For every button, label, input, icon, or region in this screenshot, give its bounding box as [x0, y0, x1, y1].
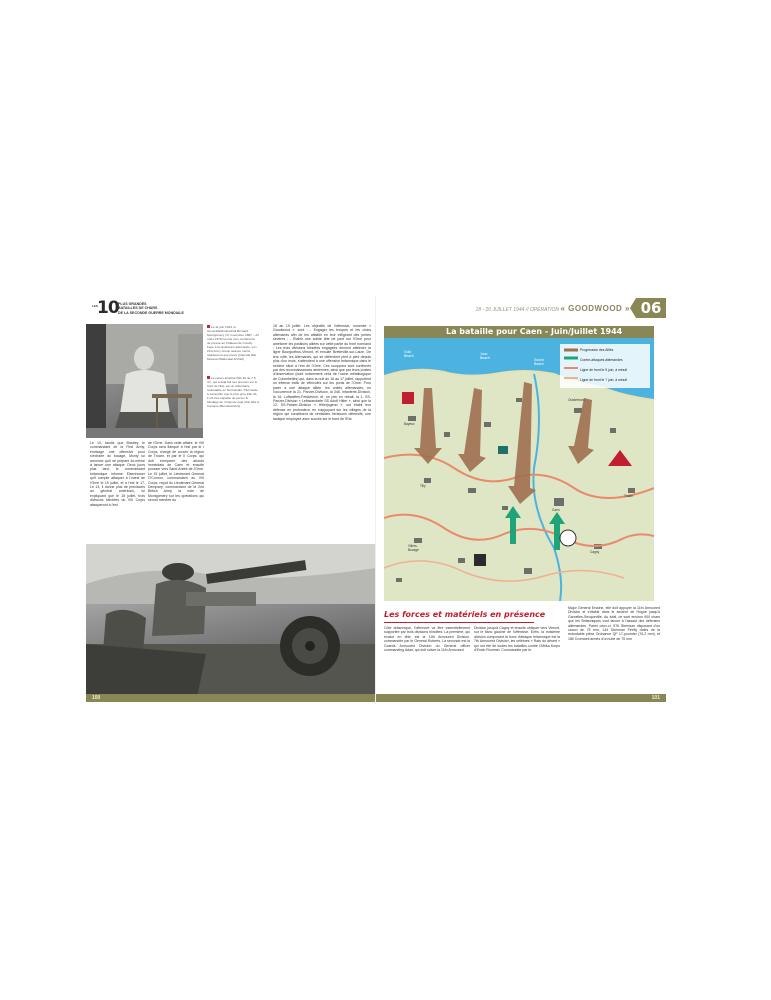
label-caen: Caen — [552, 508, 560, 512]
photo-montgomery-art — [86, 324, 203, 438]
chapter-number: 06 — [636, 298, 666, 318]
label-ouistreham: Ouistreham — [568, 398, 585, 402]
caption-pak40 — [207, 376, 259, 408]
left-text-col1: Le 10, tandis que Bradley, le commandant de la First Army, envisage une offensive pour s'extraire du bocage, Monty lui annonce qu'il se prépare lui-même à lancer une attaque. Deux jours plus tard, le commandant britannique informe Eisenhower qu'il compte attaquer à l'ouest de l'Orne le 15 juillet, et à l'est le 17. Le 13, il donne plus de précisions au général américain, lui expliquant que le 18 juillet, trois divisions blindées du VIII Corps attaqueront à l'est — [90, 441, 145, 507]
battle-map — [384, 338, 654, 601]
map-legend-text — [580, 345, 652, 385]
series-title — [118, 302, 188, 315]
label-villers-bocage: Villers-Bocage — [408, 544, 419, 552]
photo-montgomery — [86, 324, 203, 438]
left-text-col2: de l'Orne. Dans cette affaire, le VIII Corps sera flanqué à l'est par le I Corps, chargé de couvrir la région de Troarn, et par le II Corps, qui doit s'emparer des abords immédiats de Caen et ensuite pousser vers Saint-André-de-l'Orne. Le 15 juillet, le Lieutenant General O'Connor, commandant du VIII Corps, reçoit du Lieutenant General Dempsey, commandant de la 2nd British Army, la note de Montgomery sur les opérations qui seront menées du — [148, 441, 204, 503]
legend-item-front-june7: Ligne de front le 7 juin, à minuit — [580, 378, 628, 382]
unit-marker — [560, 530, 576, 546]
label-gold-beach: Gold Beach — [404, 350, 414, 358]
label-sword-beach: Sword Beach — [534, 358, 544, 366]
legend-item-front-june5: Ligne de front le 5 juin, à minuit — [580, 368, 628, 372]
footer-bar-left — [86, 694, 376, 702]
photo-pak40-gun — [86, 544, 376, 702]
label-bayeux: Bayeux — [404, 422, 415, 426]
label-tilly: Tilly — [420, 484, 426, 488]
right-text-col1: Côté britannique, l'offensive va être essentiellement supportée par trois divisions blindées. La première, qui évolue en tête, est la 11th Armoured Division, commandée par le General Roberts. La seconde est la Guards Armoured Division du General officer commanding Adair, qui doit suivre la 11th Armoured — [384, 626, 470, 653]
section-title: Les forces et matériels en présence — [384, 610, 546, 619]
right-text-col2: Division jusqu'à Cagny et ensuite obliquer vers Vimont, sur le flanc gauche de l'offensive. Enfin, la troisième division composant la force d'attaque britannique est la 7th Armoured Division, les célèbres « Rats du désert » qui ont été de toutes les batailles contre l'Afrika Korps d'Erwin Rommel. Commandée par le — [474, 626, 560, 653]
caption-montgomery-text: Le 11 juin 1944, le Generalfeldmarschall Bernard Montgomery (17 novembre 1887 – 24 mars 1976) tourné vers conférence de presse au Château de Creully. Face à la résistance allemande, son 21st Army Group avance moins rapidement que prévu (Imperial War Museum/Nationaal Archief) — [207, 325, 259, 361]
series-title-line3: DE LA SECONDE GUERRE MONDIALE — [118, 310, 184, 315]
unit-marker — [498, 446, 508, 454]
section-rule — [384, 622, 534, 623]
label-cagny: Cagny — [590, 550, 600, 554]
running-head-dates: 18 - 20 JUILLET 1944 — [475, 307, 525, 313]
magazine-spread — [86, 296, 666, 704]
running-head — [475, 304, 630, 313]
right-page — [376, 296, 666, 704]
unit-marker — [474, 554, 486, 566]
legend-item-allied: Progression des Alliés — [580, 348, 614, 352]
running-head-operation: « GOODWOOD » — [560, 304, 630, 313]
caption-marker — [207, 325, 210, 328]
page-number-left: 100 — [92, 695, 101, 701]
footer-bar-right — [376, 694, 666, 702]
right-text-col3: Major General Erskine, elle doit appuyer la 11th Armoured Division et s'établir dans le secteur de Hogue jusqu'à Garcelles-Secqueville. Au total, ce sont environ 900 chars que les Britanniques vont lancer à l'assaut des défenses allemandes. Parmi ceux-ci, 576 Sherman disposant d'un canon de 75 mm, 144 Sherman Firefly dotés de la redoutable pièce Ordnance QF 17-pounder (76,2 mm), et 180 Cromwell armés d'un tube de 75 mm — [568, 606, 660, 641]
label-troarn: Troarn — [624, 494, 634, 498]
photo-pak40-art — [86, 544, 376, 702]
series-les: LES — [92, 304, 98, 308]
series-title-line2: BATAILLES DE CHARS — [118, 306, 158, 311]
running-head-separator: // OPÉRATION — [524, 307, 561, 313]
caption-pak40-text: Le canon antichar Pak 40 de 7,5 cm, qui a déjà fait ses preuves sur le front de l'Est, est un adversaire redoutable en Normandie. Plus facile à camoufler que le plus gros Pak 43, il est très capable de percer le blindage de n'importe quel char allié à l'époque (Bundesarchiv) — [207, 376, 260, 408]
series-title-line1: PLUS GRANDES — [118, 302, 147, 306]
unit-marker — [402, 392, 414, 404]
series-number: 10 — [97, 298, 119, 318]
caption-montgomery — [207, 325, 259, 361]
label-juno-beach: Juno Beach — [480, 352, 490, 360]
left-page — [86, 296, 376, 704]
legend-item-german: Contre-attaques allemandes — [580, 358, 623, 362]
map-title: La bataille pour Caen - Juin/Juillet 1944 — [446, 327, 623, 336]
page-number-right: 101 — [651, 695, 660, 701]
caption-marker — [207, 376, 210, 379]
map-title-bar — [384, 326, 654, 338]
left-text-col3: 18 au 19 juillet. Les objectifs de l'offensive, nommée « Goodwood », sont : - Engager les troupes et les chars allemands afin de les affaiblir en leur infligeant des pertes sévères ; - Établir une solide tête de pont sur l'Orne pour améliorer les positions alliées sur cette partie du front normand ; Les trois divisions blindées engagées devront atteindre la ligne Bourguébus-Vimont, et ensuite Bretteville-sur-Laize. De leur côté, les Allemands, qui se défendent pied à pied depuis plus d'un mois, s'attendent à une offensive britannique dans le secteur situé à l'est de l'Orne. Ces soupçons sont confirmés par des reconnaissances aériennes, ainsi que par leurs postes d'observation (dont notamment celui de l'usine métallurgique de Colombelles) qui, dans la nuit du 16 au 17 juillet, rapportent un intense trafic de véhicules sur les ponts de l'Orne. Pour parer à une attaque alliée, les unités allemandes, en l'occurrence la 21. Panzer-Division, la 346. Infanterie-Division, la 16. Luftwaffen-Feldivision, et, un peu en retrait, la 1. SS-Panzer-Division « Leibstandarte SS Adolf Hitler », ainsi que la 12. SS-Panzer-Division « Hitlerjugend », ont établi leur défense en profondeur, en s'appuyant sur les villages de la région qui constituent de véritables hérissons défensifs, une tactique employée avec succès sur le front de l'Est. — [273, 324, 371, 421]
